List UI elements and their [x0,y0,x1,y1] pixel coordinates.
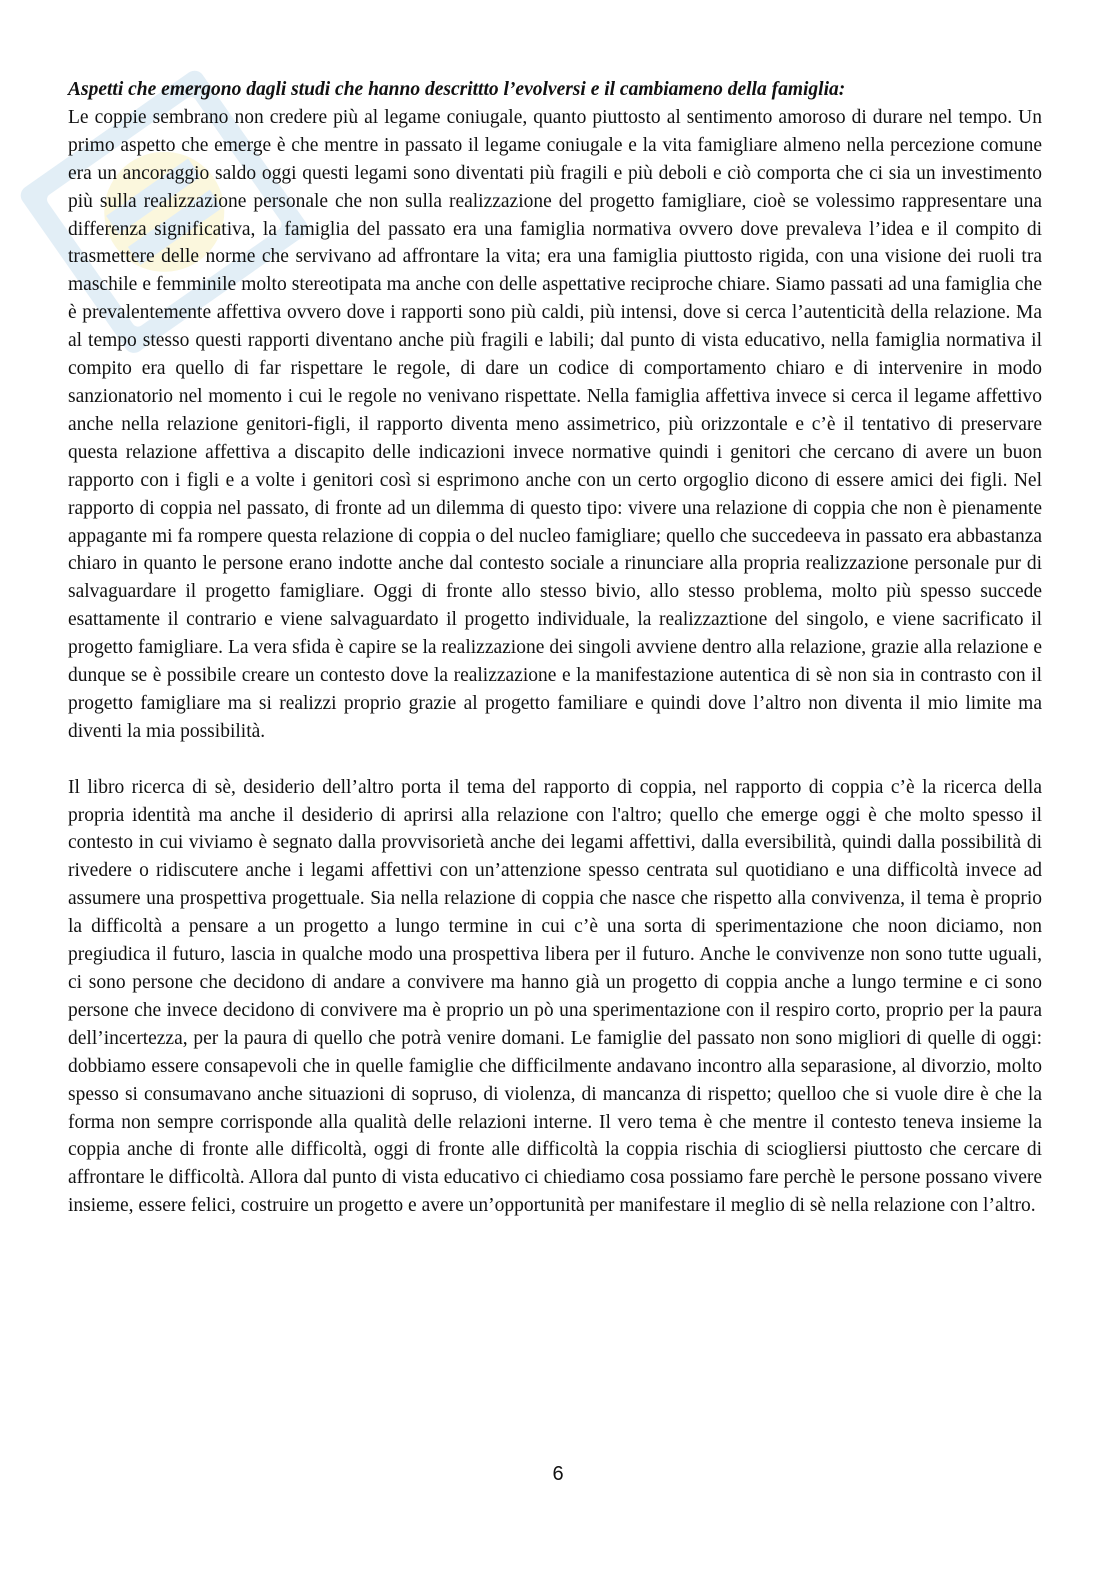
page-number: 6 [552,1463,564,1485]
paragraph-2: Il libro ricerca di sè, desiderio dell’altro porta il tema del rapporto di coppia, nel rapporto di coppia c’è la ricerca della propria identità ma anche il desiderio di aprirsi alla relazione con l'altro; quello che emerge oggi è che molto spesso il contesto in cui viviamo è segnato dalla provvisorietà anche dei legami affettivi, dalla eversibilità, quindi dalla possibilità di rivedere o ridiscutere anche i legami affettivi con un’attenzione spesso centrata sul quotidiano e una difficoltà invece ad assumere una prospettiva progettuale. Sia nella relazione di coppia che nasce che rispetto alla convivenza, il tema è proprio la difficoltà a pensare a un progetto a lungo termine in cui c’è una sorta di sperimentazione che noon diciamo, non pregiudica il futuro, lascia in qualche modo una prospettiva libera per il futuro. Anche le convivenze non sono tutte uguali, ci sono persone che decidono di andare a convivere ma hanno già un progetto di coppia anche a lungo termine e ci sono persone che invece decidono di convivere ma è proprio un pò una sperimentazione con il respiro corto, proprio per la paura dell’incertezza, per la paura di quello che potrà venire domani. Le famiglie del passato non sono migliori di quelle di oggi: dobbiamo essere consapevoli che in quelle famiglie che difficilmente andavano incontro alla separasione, al divorzio, molto spesso si consumavano anche situazioni di sopruso, di violenza, di mancanza di rispetto; quelloo che si vuole dire è che la forma non sempre corrisponde alla qualità delle relazioni interne. Il vero tema è che mentre il contesto teneva insieme la coppia anche di fronte alle difficoltà, oggi di fronte alle difficoltà la coppia rischia di sciogliersi piuttosto che cercare di affrontare le difficoltà. Allora dal punto di vista educativo ci chiediamo cosa possiamo fare perchè le persone possano vivere insieme, essere felici, costruire un progetto e avere un’opportunità per manifestare il meglio di sè nella relazione con l’altro. [68,776,1042,1217]
section-heading: Aspetti che emergono dagli studi che hanno descrittto l’evolversi e il cambiameno della famiglia: [68,79,846,100]
paragraph-1: Le coppie sembrano non credere più al legame coniugale, quanto piuttosto al sentimento amoroso di durare nel tempo. Un primo aspetto che emerge è che mentre in passato il legame coniugale e la vita famigliare almeno nella percezione comune era un ancoraggio saldo oggi questi legami sono diventati più fragili e più deboli e ciò comporta che ci sia un investimento più sulla realizzazione personale che non sulla realizzazione del progetto famigliare, cioè se volessimo rappresentare una differenza significativa, la famiglia del passato era una famiglia normativa ovvero dove prevaleva l’idea e il compito di trasmettere delle norme che servivano ad affrontare la vita; era una famiglia piuttosto rigida, con una visione dei ruoli tra maschile e femminile molto stereotipata ma anche con delle aspettative reciproche chiare. Siamo passati ad una famiglia che è prevalentemente affettiva ovvero dove i rapporti sono più caldi, più intensi, dove si cerca l’autenticità della relazione. Ma al tempo stesso questi rapporti diventano anche più fragili e labili; dal punto di vista educativo, nella famiglia normativa il compito era quello di far rispettare le regole, di dare un codice di comportamento chiaro e di intervenire in modo sanzionatorio nel momento i cui le regole no venivano rispettate. Nella famiglia affettiva invece si cerca il legame affettivo anche nella relazione genitori-figli, il rapporto diventa meno assimetrico, più orizzontale e c’è il tentativo di preservare questa relazione affettiva a discapito delle indicazioni invece normative quindi i genitori che cercano di avere un buon rapporto con i figli e a volte i genitori così si esprimono anche con un certo orgoglio dicono di essere amici dei figli. Nel rapporto di coppia nel passato, di fronte ad un dilemma di questo tipo: vivere una relazione di coppia che non è pienamente appagante mi fa rompere questa relazione di coppia o del nucleo famigliare; quello che succedeeva in passato era abbastanza chiaro in quanto le persone erano indotte anche dal contesto sociale a rinunciare alla propria realizzazione personale pur di salvaguardare il progetto famigliare. Oggi di fronte allo stesso bivio, allo stesso problema, molto più spesso succede esattamente il contrario e viene salvaguardato il progetto individuale, la realizzaztione del singolo, e viene sacrificato il progetto famigliare. La vera sfida è capire se la realizzazione dei singoli avviene dentro alla relazione, grazie alla relazione e dunque se è possibile creare un contesto dove la realizzazione e la manifestazione autentica di sè non sia in contrasto con il progetto famigliare ma si realizzi proprio grazie al progetto familiare e quindi dove l’altro non diventa il mio limite ma diventi la mia possibilità. [68,106,1042,742]
document-body [68,76,1042,1220]
